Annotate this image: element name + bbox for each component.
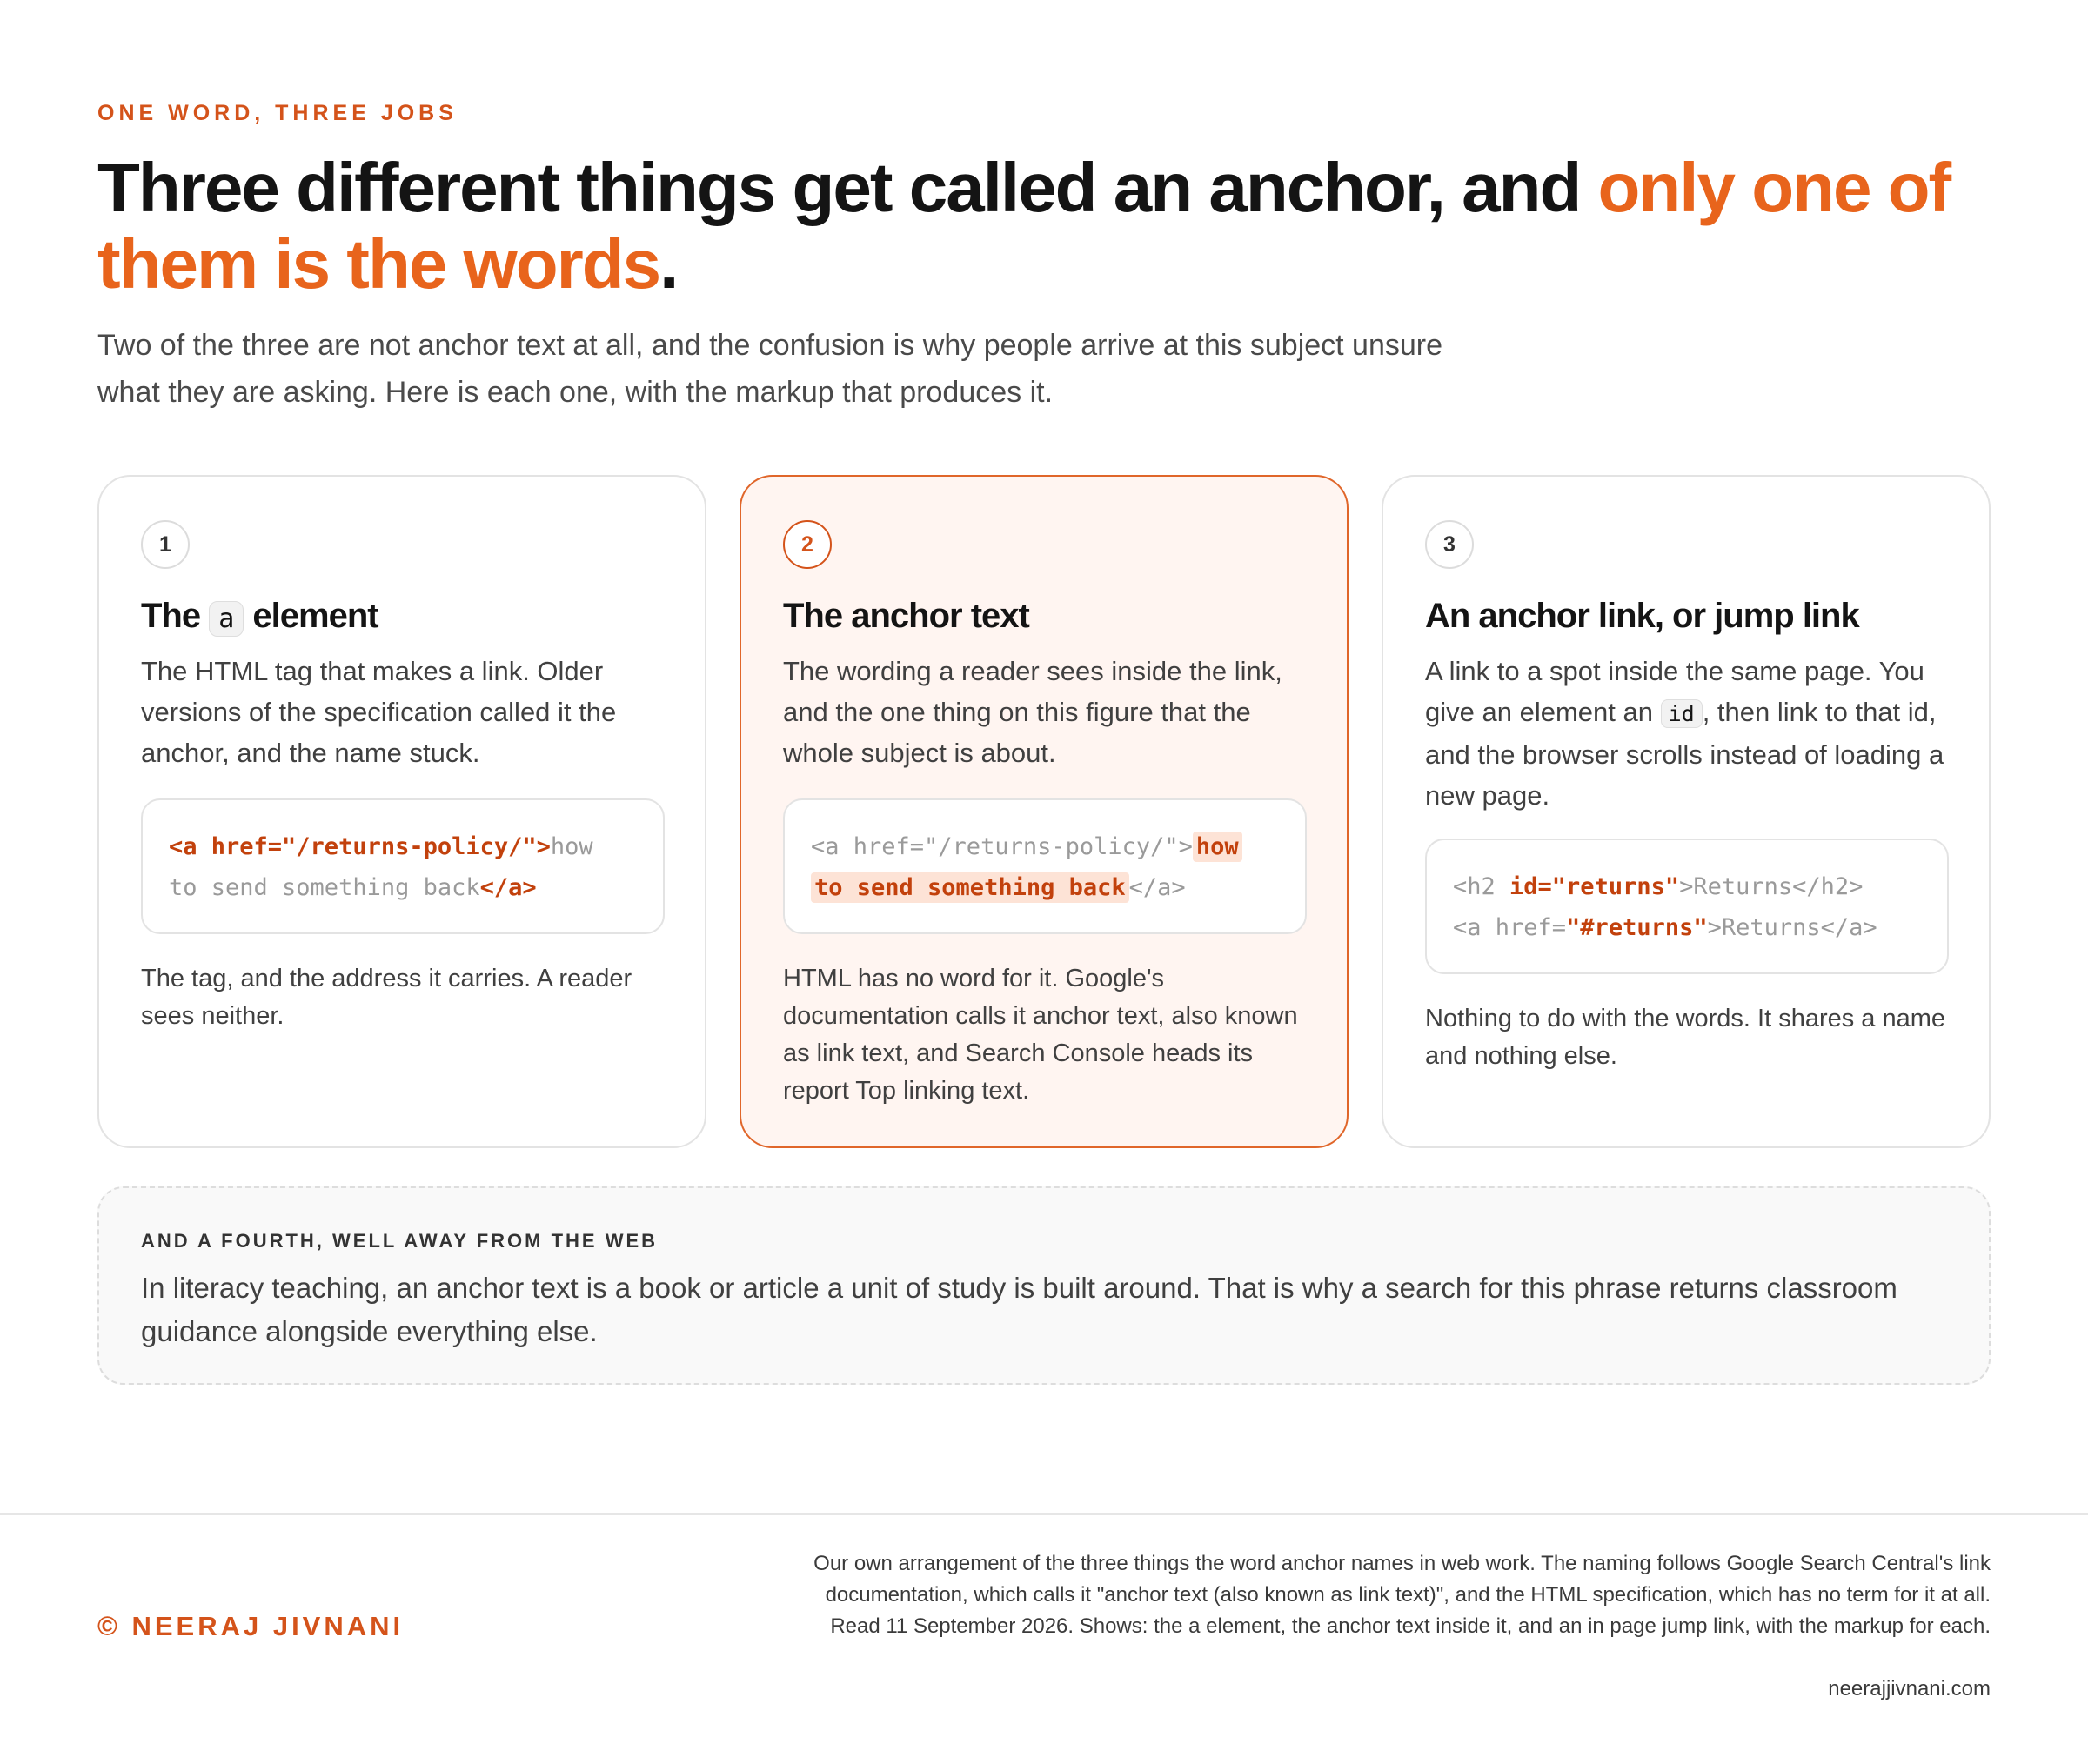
card-anchor-text <box>740 475 1348 1148</box>
card-number: 3 <box>1425 520 1474 569</box>
fourth-label: AND A FOURTH, WELL AWAY FROM THE WEB <box>141 1230 659 1252</box>
source-note: Our own arrangement of the three things the word anchor names in web work. The naming follows Google Search Central's link documentation, which calls it "anchor text (also known as link text)", and the HTML specification, which has no term for it at all. Read 11 September 2026. Shows: the a element, the anchor text inside it, and an in page jump link, with the markup for each. <box>813 1552 1991 1638</box>
card-title: The a element <box>141 597 378 635</box>
card-title: An anchor link, or jump link <box>1425 597 1859 635</box>
inline-code: id <box>1661 699 1703 728</box>
card-jump-link <box>1382 475 1991 1148</box>
card-number: 1 <box>141 520 190 569</box>
inline-code: a <box>209 601 244 637</box>
code-sample: <a href="/returns-policy/"> how to send something back </a> <box>783 798 1307 934</box>
fourth-text: In literacy teaching, an anchor text is a book or article a unit of study is built around. That is why a search for this phrase returns classroom guidance alongside everything else. <box>141 1272 1897 1347</box>
card-footer: Nothing to do with the words. It shares a name and nothing else. <box>1425 1005 1946 1070</box>
footer-divider <box>0 1513 2088 1515</box>
page-title <box>97 150 1994 303</box>
headline-part2: . <box>659 225 678 303</box>
code-sample: <a href="/returns-policy/">how to send something back</a> <box>141 798 665 934</box>
card-a-element <box>97 475 706 1148</box>
card-footer: HTML has no word for it. Google's documentation calls it anchor text, also known as link text, and Search Console heads its report Top linking text. <box>783 965 1298 1105</box>
card-footer: The tag, and the address it carries. A reader sees neither. <box>141 965 632 1030</box>
card-body: A link to a spot inside the same page. You give an element an id , then link to that id, and the browser scrolls instead of loading a new page. <box>1425 656 1944 811</box>
site-url: neerajjivnani.com <box>1828 1677 1991 1701</box>
fourth-meaning-box <box>97 1186 1991 1385</box>
card-body: The HTML tag that makes a link. Older versions of the specification called it the anchor, and the name stuck. <box>141 656 617 768</box>
card-title: The anchor text <box>783 597 1029 635</box>
card-number: 2 <box>783 520 832 569</box>
code-sample: <h2 id="returns">Returns</h2> <a href="#returns">Returns</a> <box>1425 839 1949 974</box>
headline-highlight: only one of them is the words <box>97 149 1951 303</box>
copyright: © NEERAJ JIVNANI <box>97 1611 405 1641</box>
subtitle: Two of the three are not anchor text at all, and the confusion is why people arrive at this subject unsure what they are asking. Here is each one, with the markup that produces it. <box>97 329 1443 409</box>
eyebrow: ONE WORD, THREE JOBS <box>97 101 458 125</box>
card-body: The wording a reader sees inside the link, and the one thing on this figure that the whole subject is about. <box>783 656 1282 768</box>
headline-part1: Three different things get called an anchor, and <box>97 149 1598 226</box>
